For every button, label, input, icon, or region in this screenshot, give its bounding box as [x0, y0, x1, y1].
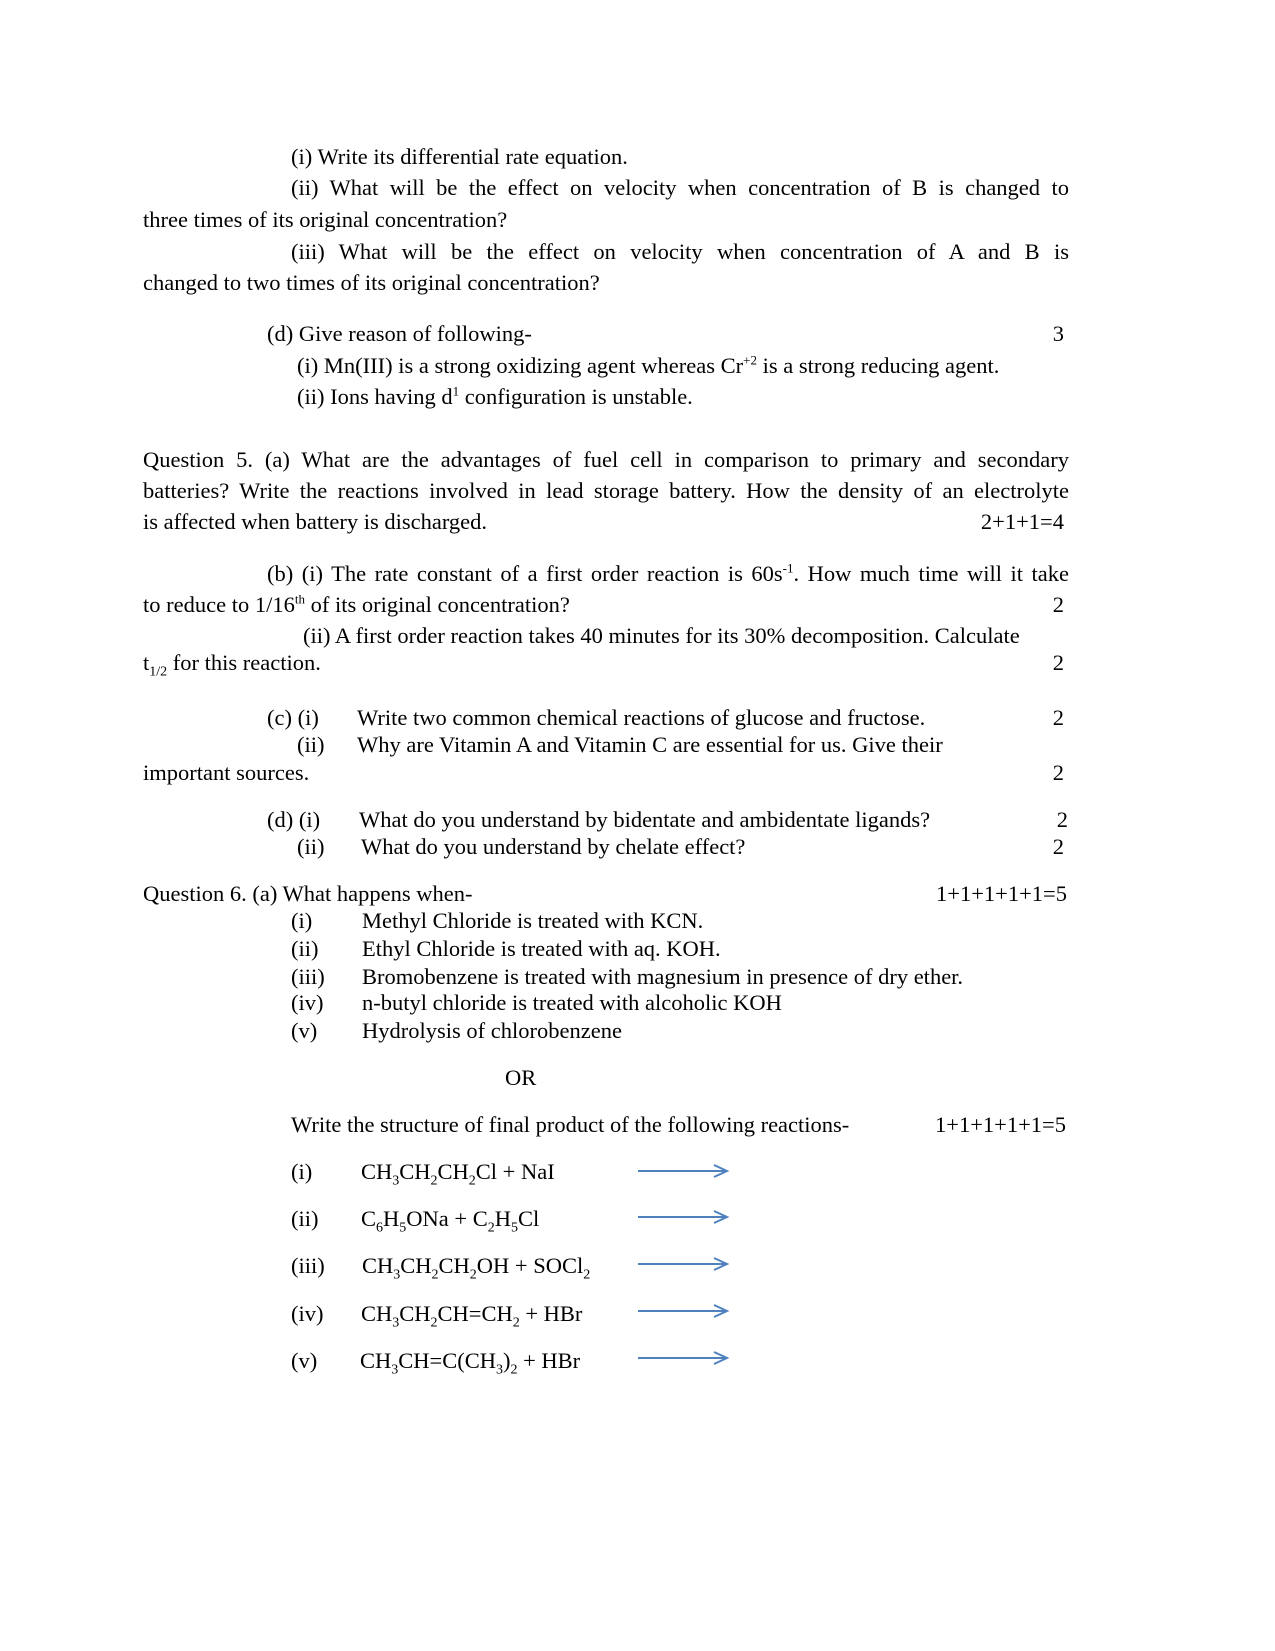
- q4-d-i: (i) Mn(III) is a strong oxidizing agent whereas $Cr^{+2}$ is a strong reducing agent.: [297, 352, 1000, 378]
- q5-a-line1: Question 5. (a) What are the advantages of fuel cell in comparison to primary and secondary: [143, 447, 1069, 472]
- right-arrow-icon: [638, 1164, 730, 1178]
- q5-b-i-line2: to reduce to 1/16th of its original concentration?: [143, 591, 570, 617]
- q6-alt-marks: 1+1+1+1+1=5: [935, 1112, 1066, 1137]
- q5-b-i-marks: 2: [1052, 592, 1064, 617]
- q5-d-ii-marks: 2: [1052, 834, 1064, 859]
- q5-a-marks: 2+1+1=4: [980, 509, 1064, 534]
- reaction-3-formula: $CH_3CH_2CH_2OH$ + SOCl$_2$: [362, 1253, 591, 1283]
- q5-c-label-i: (c) (i): [267, 705, 319, 730]
- q5-d-ii-text: What do you understand by chelate effect?: [361, 834, 746, 859]
- q5-c-i-text: Write two common chemical reactions of glucose and fructose.: [357, 705, 926, 730]
- q5-c-label-ii: (ii): [297, 732, 325, 757]
- reaction-num: (iii): [291, 1253, 325, 1278]
- q4-c-ii-line2: three times of its original concentration?: [143, 207, 508, 232]
- q5-d-label-i: (d) (i): [267, 807, 321, 832]
- q4-d-marks: 3: [1052, 321, 1064, 346]
- q6-marks: 1+1+1+1+1=5: [936, 881, 1067, 906]
- right-arrow-icon: [638, 1304, 730, 1318]
- q4-c-i: (i) Write its differential rate equation.: [291, 144, 628, 169]
- q6-item-text: Ethyl Chloride is treated with aq. KOH.: [362, 936, 721, 961]
- q5-c-ii-text: Why are Vitamin A and Vitamin C are essential for us. Give their: [357, 732, 943, 757]
- right-arrow-icon: [638, 1210, 730, 1224]
- q5-a-line2: batteries? Write the reactions involved in lead storage battery. How the density of an electrolyte: [143, 478, 1069, 503]
- reaction-num: (i): [291, 1159, 313, 1184]
- q5-d-i-marks: 2: [1056, 807, 1068, 832]
- q5-a-line3: is affected when battery is discharged.: [143, 509, 488, 534]
- q4-c-iii-line2: changed to two times of its original concentration?: [143, 270, 600, 295]
- reaction-num: (ii): [291, 1206, 319, 1231]
- q5-c-ii-text2: important sources.: [143, 760, 310, 785]
- q6-item-num: (i): [291, 908, 313, 933]
- reaction-2-formula: $C_6H_5ONa + C_2H_5Cl$: [361, 1206, 540, 1236]
- q5-b-ii-marks: 2: [1052, 650, 1064, 675]
- q5-b-ii-line2: $t_{1/2}$ for this reaction.: [143, 650, 321, 680]
- q6-item-text: Methyl Chloride is treated with KCN.: [362, 908, 704, 933]
- q4-d-ii: (ii) Ions having $d^1$ configuration is unstable.: [297, 383, 693, 409]
- reaction-num: (iv): [291, 1301, 324, 1326]
- q5-b-i-line1: (b) (i) The rate constant of a first order reaction is $60s^{-1}$. How much time will it take: [267, 560, 1069, 586]
- q6-heading: Question 6. (a) What happens when-: [143, 881, 473, 906]
- q5-c-ii-marks: 2: [1052, 760, 1064, 785]
- q4-c-ii-line1: (ii) What will be the effect on velocity when concentration of B is changed to: [291, 175, 1069, 200]
- q6-item-num: (iv): [291, 990, 324, 1015]
- q6-item-text: n-butyl chloride is treated with alcoholic KOH: [362, 990, 782, 1015]
- q6-item-text: Hydrolysis of chlorobenzene: [362, 1018, 622, 1043]
- q6-item-text: Bromobenzene is treated with magnesium in presence of dry ether.: [362, 964, 964, 989]
- q6-alt-heading: Write the structure of final product of the following reactions-: [291, 1112, 850, 1137]
- q6-item-num: (v): [291, 1018, 318, 1043]
- q6-item-num: (ii): [291, 936, 319, 961]
- or-divider: OR: [505, 1065, 537, 1090]
- q5-c-i-marks: 2: [1052, 705, 1064, 730]
- reaction-1-formula: $CH_3CH_2CH_2Cl$ + NaI: [361, 1159, 555, 1189]
- q5-b-ii-line1: (ii) A first order reaction takes 40 minutes for its 30% decomposition. Calculate: [303, 623, 1020, 648]
- q6-item-num: (iii): [291, 964, 325, 989]
- q4-c-iii-line1: (iii) What will be the effect on velocity when concentration of A and B is: [291, 239, 1069, 264]
- reaction-5-formula: $CH_3CH=C(CH_3)_2$ + HBr: [360, 1348, 581, 1378]
- q5-d-i-text: What do you understand by bidentate and ambidentate ligands?: [359, 807, 931, 832]
- q5-d-label-ii: (ii): [297, 834, 325, 859]
- reaction-num: (v): [291, 1348, 318, 1373]
- q4-d-heading: (d) Give reason of following-: [267, 321, 532, 346]
- right-arrow-icon: [638, 1351, 730, 1365]
- reaction-4-formula: $CH_3CH_2CH=CH_2$ + HBr: [361, 1301, 583, 1331]
- right-arrow-icon: [638, 1257, 730, 1271]
